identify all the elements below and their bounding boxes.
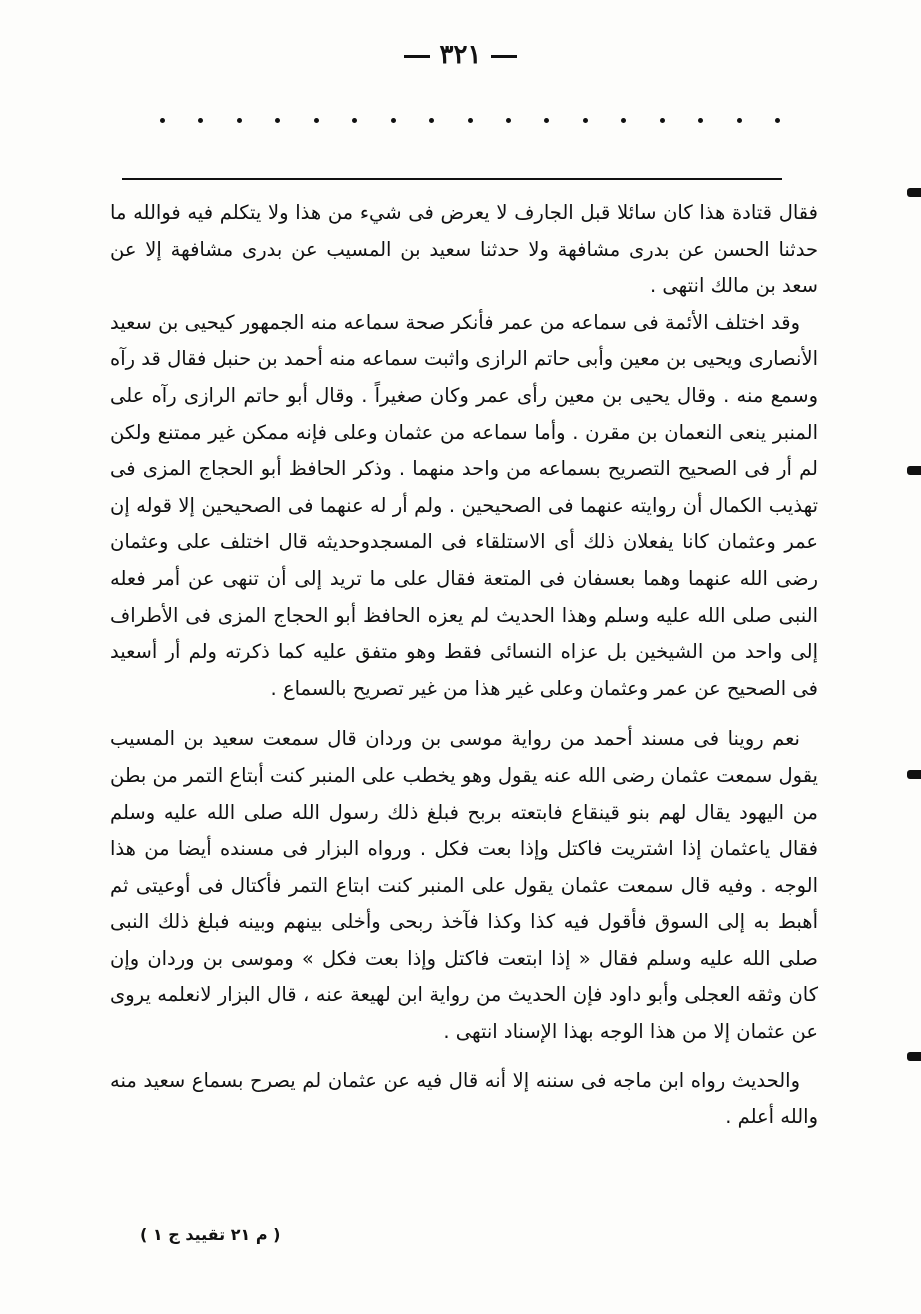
ornament-dot: [544, 118, 549, 123]
edge-mark: [907, 1052, 921, 1061]
ornament-dot: [391, 118, 396, 123]
header-dash-right: [404, 55, 430, 58]
edge-mark: [907, 466, 921, 475]
paragraph-1: فقال قتادة هذا كان سائلا قبل الجارف لا يعرض فى شيء من هذا ولا يتكلم فيه فوالله ما حدثنا الحسن عن بدرى مشافهة ولا حدثنا سعيد بن المسيب عن بدرى مشافهة إلا عن سعد بن مالك انتهى .: [110, 201, 818, 298]
ornament-dot: [660, 118, 665, 123]
header-dash-left: [491, 55, 517, 58]
ornament-dot: [160, 118, 165, 123]
ornament-dot: [275, 118, 280, 123]
edge-mark: [907, 770, 921, 779]
edge-mark: [907, 188, 921, 197]
body-text: [110, 195, 818, 1136]
ornament-dots: [160, 118, 780, 123]
paragraph-2: وقد اختلف الأئمة فى سماعه من عمر فأنكر صحة سماعه منه الجمهور كيحيى بن سعيد الأنصارى ويحيى بن معين وأبى حاتم الرازى واثبت سماعه منه أحمد بن حنبل فقال قد رآه وسمع منه . وقال يحيى بن معين رأى عمر وكان صغيراً . وقال أبو حاتم الرازى رآه على المنبر ينعى النعمان بن مقرن . وأما سماعه من عثمان وعلى فإنه ممكن غير ممتنع ولكن لم أر فى الصحيح التصريح بسماعه من واحد منهما . وذكر الحافظ أبو الحجاج المزى فى تهذيب الكمال أن روايته عنهما فى الصحيحين . ولم أر له عنهما فى الصحيحين إلا قوله إن عمر وعثمان كانا يفعلان ذلك أى الاستلقاء فى المسجدوحديثه قال اختلف على وعثمان رضى الله عنهما وهما بعسفان فى المتعة فقال على ما تريد إلى أن تنهى عن أمر فعله النبى صلى الله عليه وسلم وهذا الحديث لم يعزه الحافظ أبو الحجاج المزى فى الأطراف إلى واحد من الشيخين بل عزاه النسائى فقط وهو متفق عليه كما ذكرته ولم أر أسعيد فى الصحيح عن عمر وعثمان وعلى غير هذا من غير تصريح بالسماع .: [110, 310, 818, 700]
ornament-dot: [583, 118, 588, 123]
ornament-dot: [621, 118, 626, 123]
paragraph-4: والحديث رواه ابن ماجه فى سننه إلا أنه قال فيه عن عثمان لم يصرح بسماع سعيد منه والله أعلم .: [110, 1068, 818, 1129]
ornament-dot: [698, 118, 703, 123]
ornament-dot: [237, 118, 242, 123]
ornament-dot: [775, 118, 780, 123]
page-header: [0, 40, 921, 70]
ornament-dot: [737, 118, 742, 123]
paragraph-3: نعم روينا فى مسند أحمد من رواية موسى بن وردان قال سمعت سعيد بن المسيب يقول سمعت عثمان رضى الله عنه يقول وهو يخطب على المنبر كنت أبتاع التمر من بطن من اليهود يقال لهم بنو قينقاع فابتعته بربح فبلغ ذلك رسول الله صلى الله عليه وسلم فقال ياعثمان إذا اشتريت فاكتل وإذا بعت فكل . ورواه البزار فى مسنده أيضا من هذا الوجه . وفيه قال سمعت عثمان يقول على المنبر كنت ابتاع التمر فأكتال فى أوعيتى ثم أهبط به إلى السوق فأقول فيه كذا وكذا فآخذ ربحى وأخلى بينهم وبينه فبلغ ذلك النبى صلى الله عليه وسلم فقال « إذا ابتعت فاكتل وإذا بعت فكل » وموسى بن وردان وإن كان وثقه العجلى وأبو داود فإن الحديث من رواية ابن لهيعة عنه ، قال البزار لانعلمه يروى عن عثمان إلا من هذا الوجه بهذا الإسناد انتهى .: [110, 727, 818, 1044]
ornament-dot: [314, 118, 319, 123]
ornament-dot: [468, 118, 473, 123]
ornament-dot: [352, 118, 357, 123]
ornament-dot: [506, 118, 511, 123]
ornament-dot: [429, 118, 434, 123]
ornament-dot: [198, 118, 203, 123]
separator-rule: [122, 178, 782, 180]
signature-mark: ( م ٢١ تقييد ج ١ ): [140, 1225, 281, 1244]
page-number: ٣٢١: [439, 40, 482, 70]
